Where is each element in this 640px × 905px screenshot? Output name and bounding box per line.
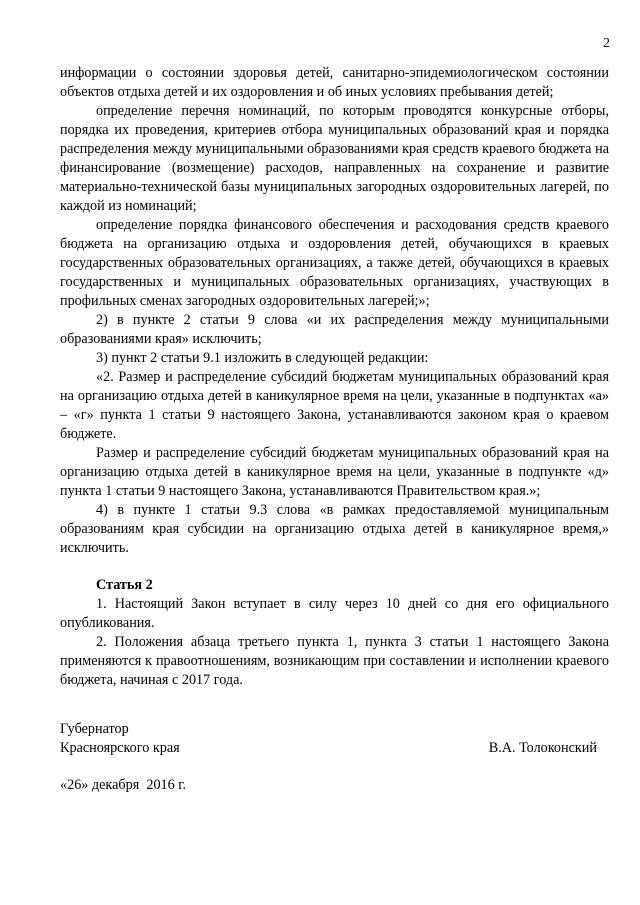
paragraph: 4) в пункте 1 статьи 9.3 слова «в рамках предоставляемой муниципальным образованиям края субсидии на организацию отдыха детей в каникулярное время,» исключить. bbox=[60, 502, 609, 556]
paragraph: 2) в пункте 2 статьи 9 слова «и их распределения между муниципальными образованиями края» исключить; bbox=[60, 312, 609, 347]
signing-date: «26» декабря 2016 г. bbox=[60, 777, 187, 793]
paragraph: определение перечня номинаций, по которым проводятся конкурсные отборы, порядка их проведения, критериев отбора муниципальных образований края и порядка распределения между муниципальными образованиями края средств краевого бюджета на финансирование (возмещение) расходов, направленных на сохранение и развитие материально-технической базы муниципальных загородных оздоровительных лагерей, по каждой из номинаций; bbox=[60, 103, 609, 214]
article-paragraph: 2. Положения абзаца третьего пункта 1, пункта 3 статьи 1 настоящего Закона применяются к правоотношениям, возникающим при составлении и исполнении краевого бюджета, начиная с 2017 года. bbox=[60, 634, 609, 688]
document-body bbox=[60, 64, 609, 690]
signatory-title-line2: Красноярского края bbox=[60, 740, 180, 756]
signatory-title-line1: Губернатор bbox=[60, 721, 129, 737]
article-heading: Статья 2 bbox=[96, 577, 153, 593]
paragraph: определение порядка финансового обеспечения и расходования средств краевого бюджета на организацию отдыха и оздоровления детей, обучающихся в краевых государственных образовательных организациях, а также детей, обучающихся в краевых государственных и муниципальных образовательных организациях, участвующих в профильных сменах загородных оздоровительных лагерей;»; bbox=[60, 217, 609, 309]
paragraph-continuation: информации о состоянии здоровья детей, санитарно-эпидемиологическом состоянии объектов отдыха детей и их оздоровления и об иных условиях пребывания детей; bbox=[60, 65, 609, 100]
signatory-name: В.А. Толоконский bbox=[488, 740, 597, 756]
paragraph: «2. Размер и распределение субсидий бюджетам муниципальных образований края на организацию отдыха детей в каникулярное время на цели, указанные в подпунктах «а» – «г» пункта 1 статьи 9 настоящего Закона, устанавливаются законом края о краевом бюджете. bbox=[60, 369, 609, 442]
paragraph: 3) пункт 2 статьи 9.1 изложить в следующей редакции: bbox=[96, 350, 429, 366]
page-number: 2 bbox=[603, 36, 610, 51]
paragraph: Размер и распределение субсидий бюджетам муниципальных образований края на организацию отдыха детей в каникулярное время на цели, указанные в подпункте «д» пункта 1 статьи 9 настоящего Закона, устанавливаются Правительством края.»; bbox=[60, 445, 609, 499]
signature-block bbox=[60, 720, 609, 758]
article-paragraph: 1. Настоящий Закон вступает в силу через 10 дней со дня его официального опубликования. bbox=[60, 596, 609, 631]
